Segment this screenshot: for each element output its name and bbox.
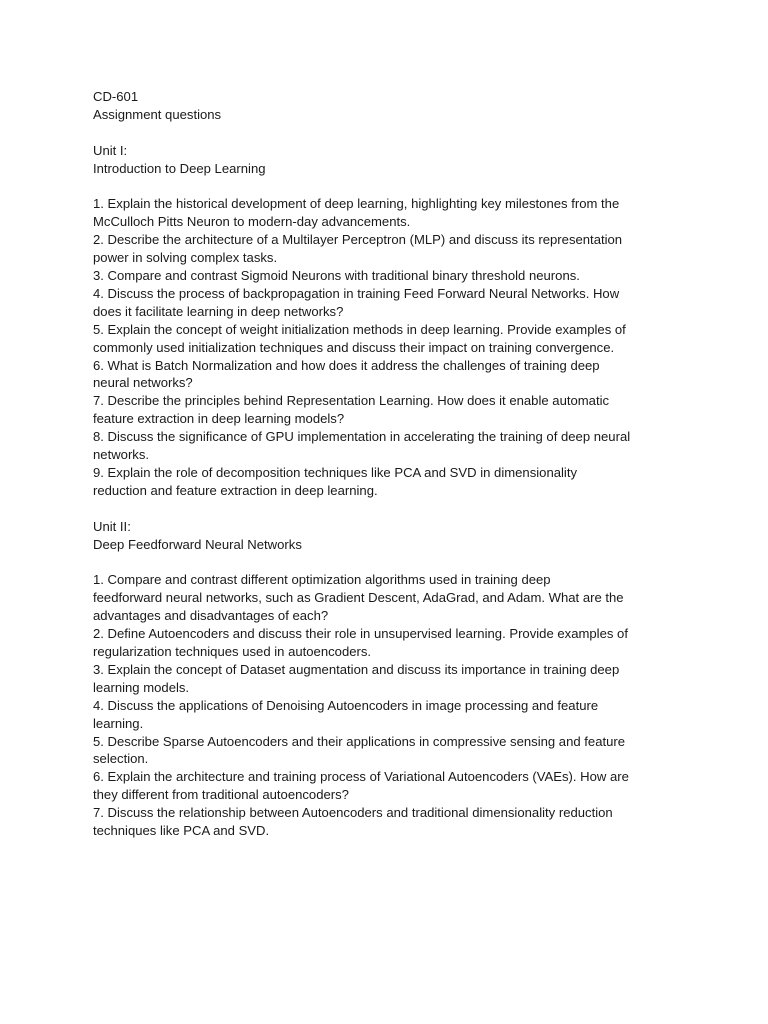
document-body: [93, 88, 693, 840]
question-item: 2. Define Autoencoders and discuss their role in unsupervised learning. Provide examples of regularization techniques used in autoencoders.: [93, 626, 628, 660]
unit-1-question-list: [93, 195, 693, 499]
question-item: 7. Describe the principles behind Representation Learning. How does it enable automatic feature extraction in deep learning models?: [93, 393, 610, 427]
unit-1-label: Unit I:: [93, 142, 128, 158]
unit-2-label: Unit II:: [93, 518, 131, 534]
spacer: [93, 178, 693, 196]
unit-2-question-list: [93, 571, 693, 840]
question-item: 4. Discuss the process of backpropagation in training Feed Forward Neural Networks. How does it facilitate learning in deep networks?: [93, 285, 620, 319]
question-item: 3. Explain the concept of Dataset augmentation and discuss its importance in training deep learning models.: [93, 661, 620, 695]
spacer: [93, 500, 693, 518]
question-item: 8. Discuss the significance of GPU implementation in accelerating the training of deep neural networks.: [93, 429, 631, 463]
spacer: [93, 554, 693, 572]
question-item: 6. What is Batch Normalization and how does it address the challenges of training deep neural networks?: [93, 357, 600, 391]
question-item: 5. Describe Sparse Autoencoders and their applications in compressive sensing and feature selection.: [93, 733, 626, 767]
question-item: 4. Discuss the applications of Denoising Autoencoders in image processing and feature learning.: [93, 697, 599, 731]
question-item: 1. Compare and contrast different optimization algorithms used in training deep feedforward neural networks, such as Gradient Descent, AdaGrad, and Adam. What are the advantages and disadvantages of each?: [93, 572, 624, 624]
question-item: 6. Explain the architecture and training process of Variational Autoencoders (VAEs). How are they different from traditional autoencoders?: [93, 769, 629, 803]
question-item: 7. Discuss the relationship between Autoencoders and traditional dimensionality reduction techniques like PCA and SVD.: [93, 805, 613, 839]
course-code: CD-601: [93, 89, 139, 104]
document-title: Assignment questions: [93, 106, 222, 122]
question-item: 2. Describe the architecture of a Multilayer Perceptron (MLP) and discuss its representation power in solving complex tasks.: [93, 232, 623, 266]
question-item: 9. Explain the role of decomposition techniques like PCA and SVD in dimensionality reduction and feature extraction in deep learning.: [93, 465, 578, 498]
spacer: [93, 124, 693, 142]
question-item: 1. Explain the historical development of deep learning, highlighting key milestones from the McCulloch Pitts Neuron to modern-day advancements.: [93, 196, 620, 230]
unit-1-title: Introduction to Deep Learning: [93, 160, 266, 176]
question-item: 5. Explain the concept of weight initialization methods in deep learning. Provide examples of commonly used initialization techniques and discuss their impact on training convergence.: [93, 321, 626, 355]
unit-2-title: Deep Feedforward Neural Networks: [93, 536, 302, 552]
question-item: 3. Compare and contrast Sigmoid Neurons with traditional binary threshold neurons.: [93, 268, 580, 284]
